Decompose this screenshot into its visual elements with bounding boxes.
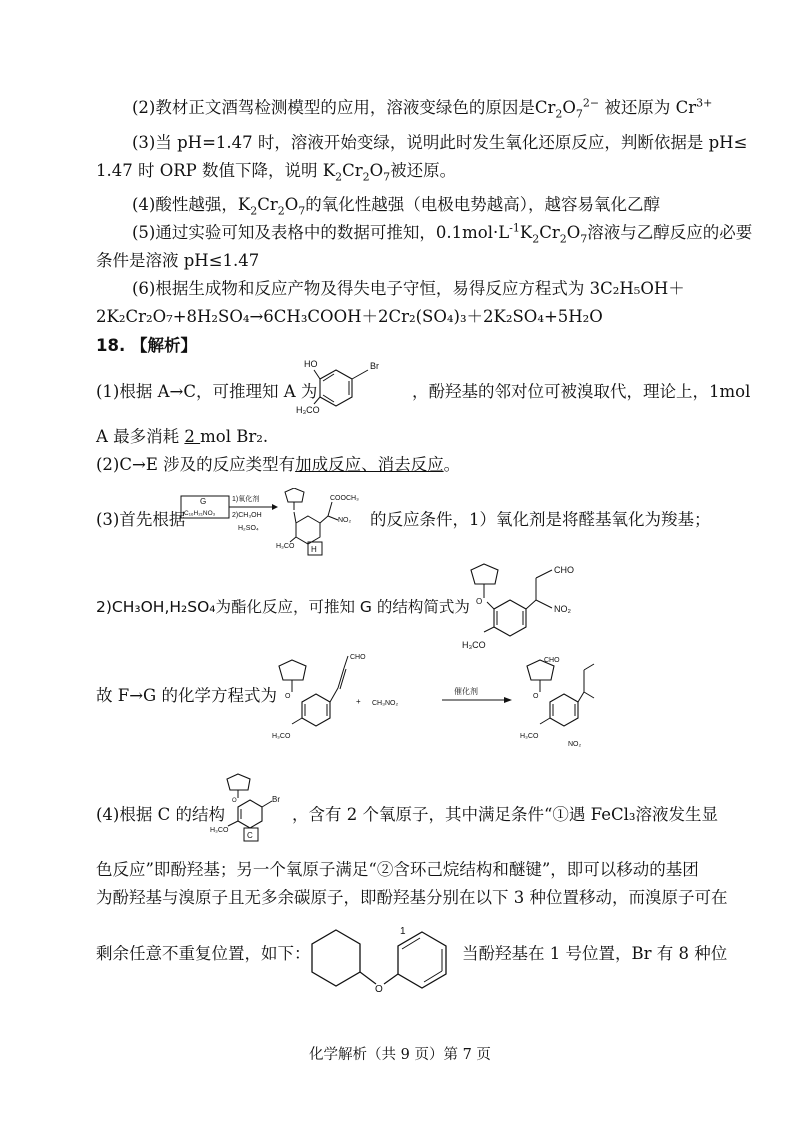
answer-6-line2: 2K₂Cr₂O₇+8H₂SO₄→6CH₃COOH＋2Cr₂(SO₄)₃＋2K₂SO₄+5H₂O: [96, 307, 603, 326]
s6-line3: 为酚羟基与溴原子且无多余碳原子，即酚羟基分别在以下 3 种位置移动，而溴原子可在: [96, 888, 728, 907]
s4-line: 2)CH₃OH,H₂SO₄为酯化反应，可推知 G 的结构简式为: [96, 598, 470, 616]
h-h3co-label: H₃CO: [276, 543, 295, 550]
s6-line4b: 当酚羟基在 1 号位置，Br 有 8 种位: [462, 944, 728, 963]
answer-6-line1: (6)根据生成物和反应产物及得失电子守恒，易得反应方程式为 3C₂H₅OH＋: [132, 279, 685, 298]
ether-o-label: O: [375, 984, 383, 995]
h-no2-label: NO₂: [338, 517, 352, 524]
compound-g-structure: [462, 560, 622, 660]
answer-5-line1: (5)通过实验可知及表格中的数据可推知，$0.1mol\cdot L^{-1}K_2Cr_2O_7$溶液与乙醇反应的必要: [132, 221, 753, 246]
c-o-label: O: [232, 798, 237, 804]
s6-line1a: (4)根据 C 的结构: [96, 805, 225, 824]
c-h3co-label: H₃CO: [210, 827, 229, 834]
h-ester-label: COOCH₃: [330, 495, 359, 502]
catalyst-label: 催化剂: [454, 687, 478, 696]
answer-3-line1: (3)当 pH=1.47 时，溶液开始变绿，说明此时发生氧化还原反应，判断依据是 pH≤: [132, 133, 748, 152]
h-cond2: 2)CH₃OH: [232, 512, 262, 519]
c-box-label: C: [247, 831, 253, 840]
answer-5-line2: 条件是溶液 pH≤1.47: [96, 251, 260, 270]
question-18-heading: 18. 【解析】: [96, 336, 197, 355]
g-h3co-label: H₃CO: [462, 640, 486, 650]
s6-line4a: 剩余任意不重复位置，如下：: [96, 944, 311, 963]
g2-no2-label: NO₂: [568, 741, 582, 748]
f-h3co-label: H₃CO: [272, 733, 291, 740]
s5-line: 故 F→G 的化学方程式为: [96, 686, 277, 705]
answer-2: (2)教材正文酒驾检测模型的应用，溶液变绿色的原因是$Cr_2O_7^{2-}$ 被还原为 $Cr^{3+}$: [132, 96, 713, 121]
s1-line1a: (1)根据 A→C，可推理知 A 为: [96, 382, 318, 401]
position-1-label: 1: [400, 926, 406, 937]
h-cond3: H₂SO₄: [238, 525, 259, 532]
h-cond1: 1)氧化剂: [232, 496, 260, 503]
h-g-label: G: [200, 497, 207, 506]
answer-3-line2: 1.47 时 ORP 数值下降，说明 $K_2Cr_2O_7$被还原。: [96, 161, 457, 184]
g-o-label: O: [476, 597, 483, 606]
a-h3co-label: H₃CO: [296, 405, 320, 415]
plus-sign: +: [356, 697, 361, 706]
h-box-label: H: [311, 545, 317, 554]
g2-cho-label: CHO: [544, 657, 560, 664]
compound-a-structure: [296, 356, 412, 416]
f-o-label: O: [285, 693, 291, 700]
page-footer: 化学解析（共 9 页）第 7 页: [309, 1047, 491, 1063]
g-to-h-scheme: [180, 488, 370, 558]
answer-4: (4)酸性越强，$K_2Cr_2O_7$的氧化性越强（电极电势越高），越容易氧化乙醇: [132, 195, 660, 218]
s6-line1b: ，含有 2 个氧原子，其中满足条件“①遇 FeCl₃溶液发生显: [292, 805, 718, 824]
g-cho-label: CHO: [554, 565, 574, 575]
g2-o-label: O: [533, 693, 539, 700]
compound-c-structure: [210, 770, 290, 842]
a-ho-label: HO: [304, 359, 318, 369]
g2-h3co-label: H₃CO: [520, 733, 539, 740]
s2-line: (2)C→E 涉及的反应类型有加成反应、消去反应。: [96, 455, 461, 474]
s1-line2: A 最多消耗 2 mol Br₂.: [96, 427, 269, 446]
cyclohexyl-phenyl-ether-structure: [296, 916, 462, 1012]
f-cho-label: CHO: [350, 654, 366, 661]
s1-line1b: ，酚羟基的邻对位可被溴取代，理论上，1mol: [412, 382, 751, 401]
c-br-label: Br: [272, 795, 280, 804]
g-no2-label: NO₂: [554, 604, 571, 614]
s3-line-b: 的反应条件，1）氧化剂是将醛基氧化为羧基；: [370, 510, 711, 529]
ch3no2-label: CH₃NO₂: [372, 700, 399, 707]
f-to-g-equation: [268, 648, 598, 758]
s6-line2: 色反应”即酚羟基；另一个氧原子满足“②含环己烷结构和醚键”，即可以移动的基团: [96, 860, 699, 879]
a-br-label: Br: [370, 361, 379, 371]
s3-line-a: (3)首先根据: [96, 510, 186, 529]
h-formula: C₁₆H₂₁NO₃: [184, 510, 216, 517]
